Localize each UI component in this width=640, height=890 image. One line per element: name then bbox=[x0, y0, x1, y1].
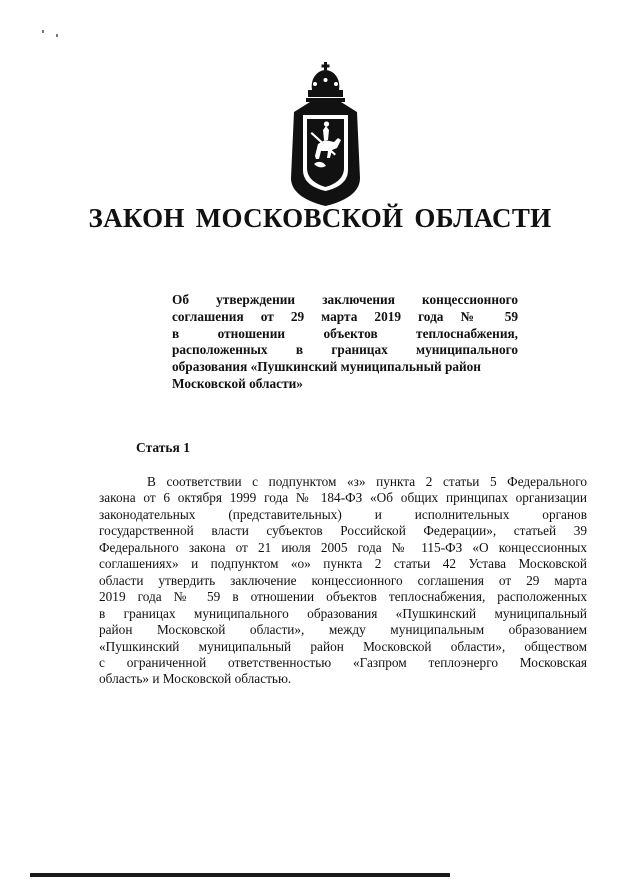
document-title: ЗАКОН МОСКОВСКОЙ ОБЛАСТИ bbox=[88, 203, 552, 233]
scan-speck bbox=[42, 30, 44, 33]
body-line: в границах муниципального образования «Пушкинский муниципальный bbox=[99, 605, 587, 621]
footer-rule bbox=[30, 873, 450, 877]
body-line: Федерального закона от 21 июля 2005 года № 115-ФЗ «О концессионных bbox=[99, 539, 587, 555]
body-line: закона от 6 октября 1999 года № 184-ФЗ «Об общих принципах организации bbox=[99, 490, 587, 506]
subject-line: образования «Пушкинский муниципальный район bbox=[172, 359, 481, 375]
subject-line: соглашения от 29 марта 2019 года № 59 bbox=[172, 308, 518, 324]
body-line: с ограниченной ответственностью «Газпром теплоэнерго Московская bbox=[99, 654, 587, 670]
body-line: области утвердить заключение концессионного соглашения от 29 марта bbox=[99, 572, 587, 588]
subject-line: расположенных в границах муниципального bbox=[172, 342, 518, 358]
body-line: В соответствии с подпунктом «з» пункта 2 статьи 5 Федерального bbox=[147, 474, 587, 489]
body-line: «Пушкинский муниципальный район Московской области», обществом bbox=[99, 638, 587, 654]
body-line: государственной власти субъектов Российской Федерации», статьей 39 bbox=[99, 523, 587, 539]
law-subject bbox=[172, 292, 518, 393]
body-line: район Московской области», между муниципальным образованием bbox=[99, 622, 587, 638]
moscow-oblast-coat-of-arms-icon bbox=[288, 60, 382, 206]
subject-line: Об утверждении заключения концессионного bbox=[172, 292, 518, 307]
subject-line: в отношении объектов теплоснабжения, bbox=[172, 325, 518, 341]
scan-speck bbox=[56, 34, 58, 37]
body-line: 2019 года № 59 в отношении объектов теплоснабжения, расположенных bbox=[99, 589, 587, 605]
body-line: законодательных (представительных) и исполнительных органов bbox=[99, 506, 587, 522]
body-line: область» и Московской областью. bbox=[99, 671, 292, 687]
body-line: соглашениях» и подпунктом «о» пункта 2 статьи 42 Устава Московской bbox=[99, 556, 587, 572]
article-body bbox=[99, 474, 587, 688]
article-heading: Статья 1 bbox=[136, 440, 190, 455]
subject-line: Московской области» bbox=[172, 375, 303, 391]
